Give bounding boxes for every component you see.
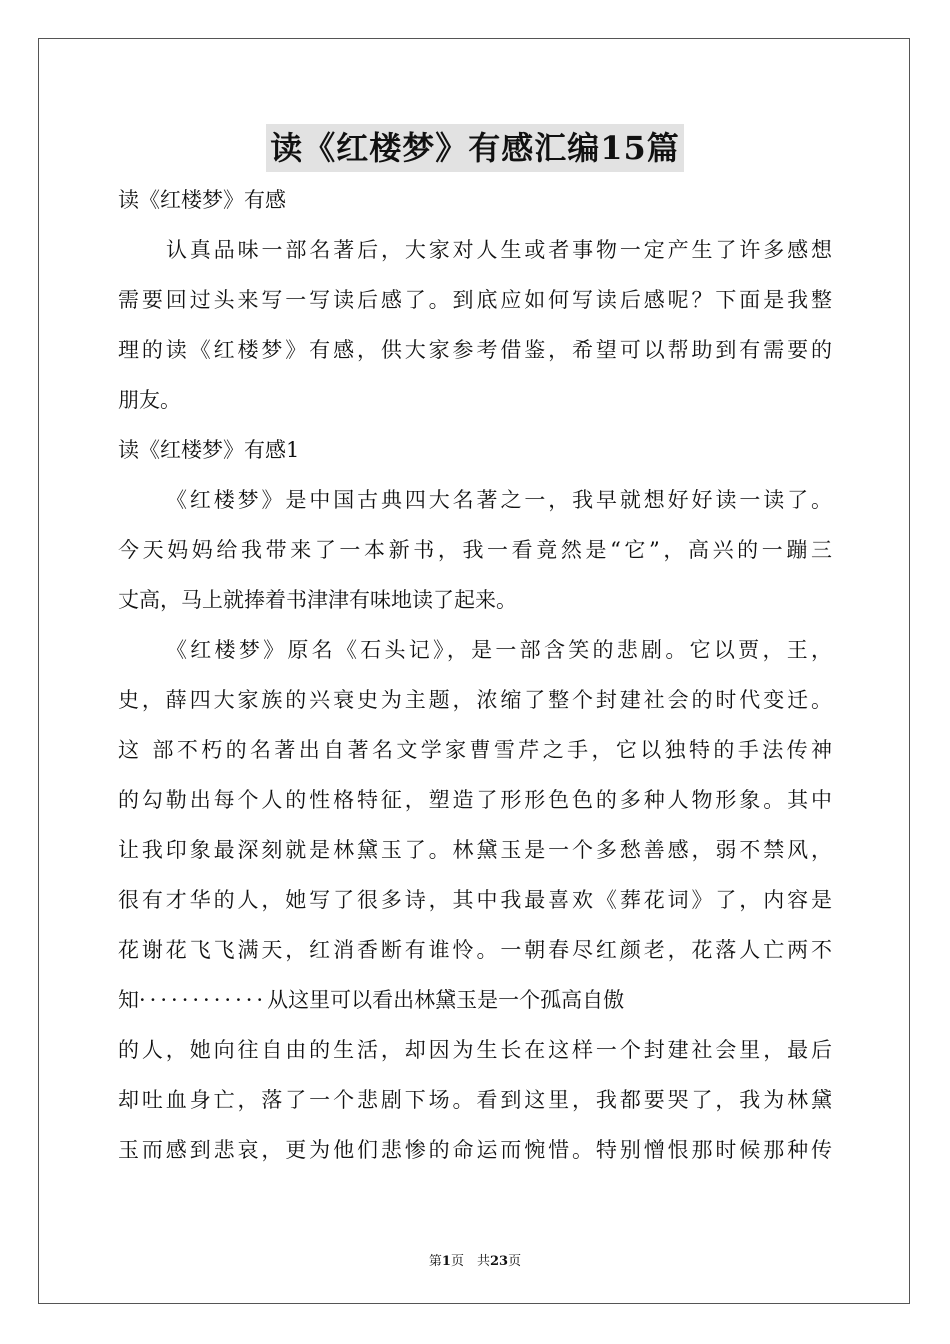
paragraph-line	[118, 985, 832, 1015]
paragraph-line: 花谢花飞飞满天，红消香断有谁怜。一朝春尽红颜老，花落人亡两不	[118, 938, 832, 962]
section-heading: 读《红楼梦》有感	[118, 188, 286, 212]
paragraph-line: 让我印象最深刻就是林黛玉了。林黛玉是一个多愁善感，弱不禁风，	[118, 838, 832, 862]
paragraph-line: 史，薛四大家族的兴衰史为主题，浓缩了整个封建社会的时代变迁。	[118, 688, 832, 712]
line-end: 从这里可以看出林黛玉是一个孤高自傲	[267, 988, 625, 1012]
paragraph-line: 却吐血身亡，落了一个悲剧下场。看到这里，我都要哭了，我为林黛	[118, 1088, 832, 1112]
paragraph-line: 《红楼梦》是中国古典四大名著之一，我早就想好好读一读了。	[166, 488, 832, 512]
paragraph-line: 这 部不朽的名著出自著名文学家曹雪芹之手，它以独特的手法传神	[118, 738, 832, 762]
paragraph-line: 认真品味一部名著后，大家对人生或者事物一定产生了许多感想	[166, 238, 832, 262]
paragraph-line: 今天妈妈给我带来了一本新书，我一看竟然是“它”，高兴的一蹦三	[118, 538, 832, 562]
ellipsis-dots: ············	[139, 988, 268, 1012]
paragraph-line: 《红楼梦》原名《石头记》，是一部含笑的悲剧。它以贾，王，	[166, 638, 832, 662]
paragraph-line: 的勾勒出每个人的性格特征，塑造了形形色色的多种人物形象。其中	[118, 788, 832, 812]
page-prefix: 第	[428, 1254, 442, 1269]
paragraph-line: 的人，她向往自由的生活，却因为生长在这样一个封建社会里，最后	[118, 1038, 832, 1062]
page-footer	[0, 1250, 950, 1269]
total-pages: 23	[489, 1254, 509, 1269]
title-container	[0, 124, 950, 172]
paragraph-line: 理的读《红楼梦》有感，供大家参考借鉴，希望可以帮助到有需要的	[118, 338, 832, 362]
paragraph-line: 需要回过头来写一写读后感了。到底应如何写读后感呢？下面是我整	[118, 288, 832, 312]
paragraph-line: 很有才华的人，她写了很多诗，其中我最喜欢《葬花词》了，内容是	[118, 888, 832, 912]
section-heading: 读《红楼梦》有感1	[118, 438, 300, 462]
paragraph-line: 朋友。	[118, 388, 181, 412]
document-title: 读《红楼梦》有感汇编15篇	[266, 124, 684, 172]
paragraph-line: 丈高，马上就捧着书津津有味地读了起来。	[118, 588, 517, 612]
page-mid: 页 共	[450, 1254, 490, 1269]
page-suffix: 页	[508, 1254, 522, 1269]
line-start: 知	[118, 988, 139, 1012]
paragraph-line: 玉而感到悲哀，更为他们悲惨的命运而惋惜。特别憎恨那时候那种传	[118, 1138, 832, 1162]
page-number: 1	[441, 1254, 451, 1269]
